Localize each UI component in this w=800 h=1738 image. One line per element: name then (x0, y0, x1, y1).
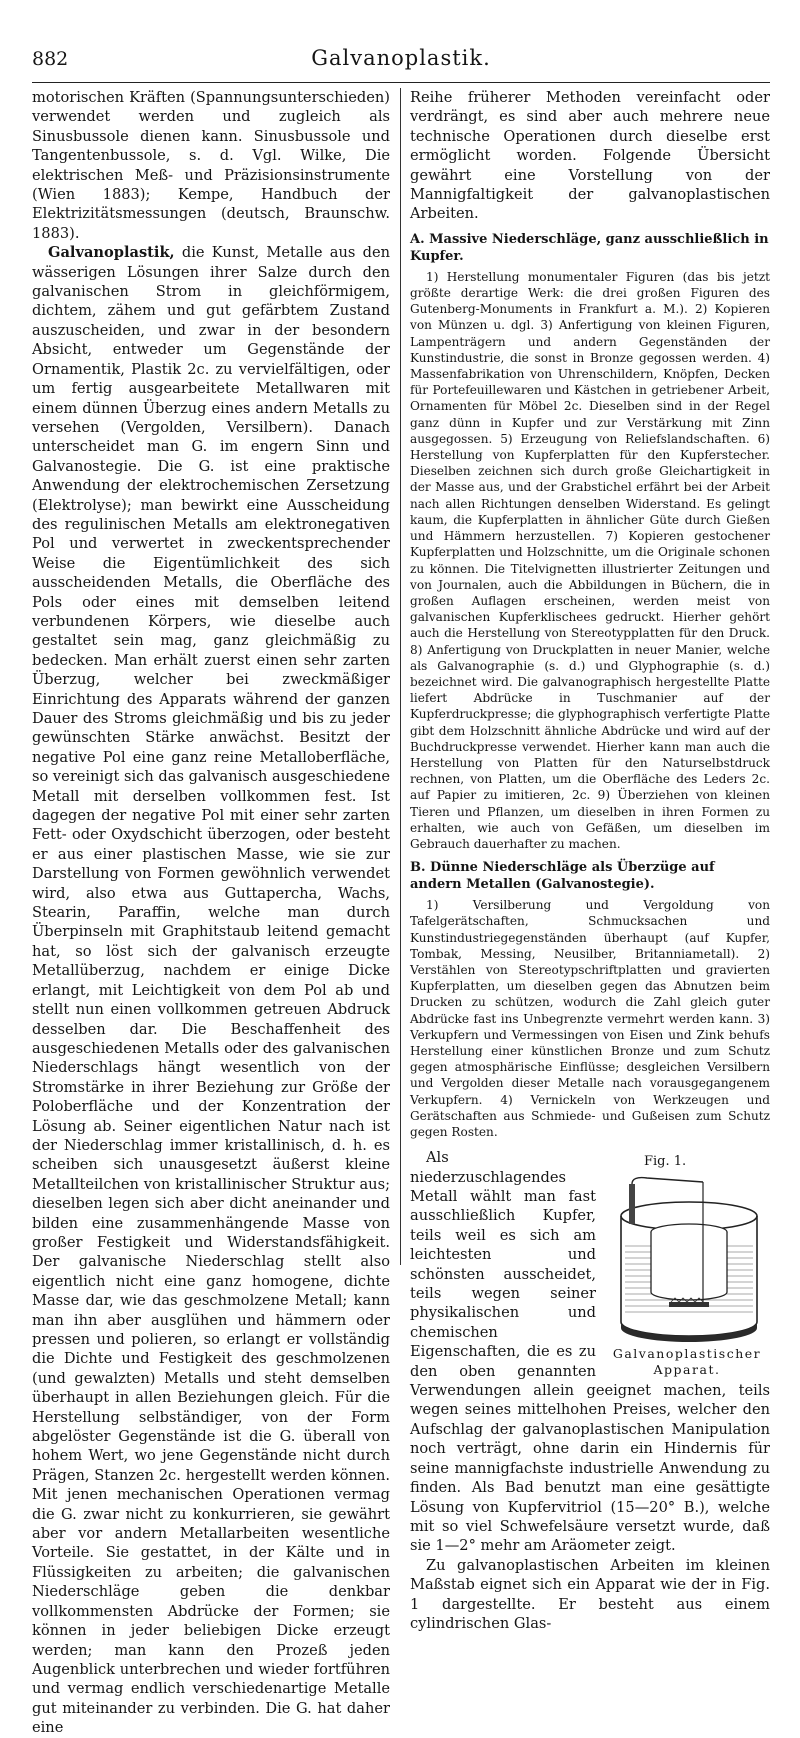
figure-label: Fig. 1. (644, 1154, 687, 1170)
figure-1 (604, 1152, 770, 1377)
column-rule (400, 88, 401, 1265)
entry-lemma: Galvanoplastik, (48, 244, 175, 262)
header-rule (32, 82, 770, 83)
section-a-heading: A. Massive Niederschläge, ganz ausschließlich in Kupfer. (410, 231, 769, 264)
section-a-text: 1) Herstellung monumentaler Figuren (das bis jetzt größte derartige Werk: die drei großen Figuren des Gutenberg-Monuments in Frankfurt a. M.). 2) Kopieren von Münzen u. dgl. 3) Anfertigung von kleinen Figuren, Lampenträgern und andern Gegenständen der Kunstindustrie, die sonst in Bronze gegossen werden. 4) Massenfabrikation von Uhrenschildern, Knöpfen, Decken für Portefeuillewaren und Kästchen in getriebener Arbeit, Ornamenten für Möbel 2c. Dieselben sind in der Regel ganz dünn in Kupfer und zur Verstärkung mit Zinn ausgegossen. 5) Erzeugung von Reliefslandschaften. 6) Herstellung von Kupferplatten für den Kupferstecher. Dieselben zeichnen sich durch große Gleichartigkeit in der Masse aus, und der Grabstichel erfährt bei der Arbeit nach allen Richtungen denselben Widerstand. Es gelingt kaum, die Kupferplatten in ähnlicher Güte durch Gießen und Hämmern herzustellen. 7) Kopieren gestochener Kupferplatten und Holzschnitte, um die Originale schonen zu können. Die Titelvignetten illustrierter Zeitungen und von Journalen, auch die Abbildungen in Büchern, die in großen Auflagen erscheinen, werden meist von galvanischen Kupferklischees gedruckt. Hierher gehört auch die Herstellung von Stereotypplatten für den Druck. 8) Anfertigung von Druckplatten in neuer Manier, welche als Galvanographie (s. d.) und Glyphographie (s. d.) bezeichnet wird. Die galvanographisch hergestellte Platte liefert Abdrücke in Tuschmanier auf der Kupferdruckpresse; die glyphographisch verfertigte Platte gibt dem Holzschnitt ähnliche Abdrücke und wird auf der Buchdruckpresse verwendet. Hierher kann man auch die Herstellung von Platten für den Naturselbstdruck rechnen, von Platten, um die Oberfläche des Leders 2c. auf Papier zu imitieren, 2c. 9) Überziehen von kleinen Tieren und Pflanzen, um dieselben in ihren Formen zu erhalten, wie auch von Gefäßen, um dieselben im Gebrauch dauerhafter zu machen. (410, 269, 770, 851)
galvanoplastic-apparatus-illustration (607, 1174, 767, 1344)
page-number: 882 (32, 48, 69, 70)
section-b-text: 1) Versilberung und Vergoldung von Tafelgerätschaften, Schmucksachen und Kunstindustriegegenständen überhaupt (auf Kupfer, Tombak, Messing, Neusilber, Britanniametall). 2) Verstählen von Stereotypschriftplatten und gravierten Kupferplatten, um dieselben gegen das Abnutzen beim Drucken zu schützen, wodurch die Zahl gleich guter Abdrücke fast ins Unbegrenzte vermehrt werden kann. 3) Verkupfern und Vermessingen von Eisen und Zink behufs Herstellung einer künstlichen Bronze und zum Schutz gegen atmosphärische Einflüsse; desgleichen Versilbern und Vergolden dieser Metalle nach vorausgegangenem Verkupfern. 4) Vernickeln von Werkzeugen und Gerätschaften aus Schmiede- und Gußeisen zum Schutz gegen Rosten. (410, 898, 770, 1139)
right-column (410, 88, 770, 1632)
figure-caption-line-2: Apparat. (653, 1361, 721, 1377)
left-column (32, 88, 390, 1737)
figure-caption (604, 1346, 770, 1378)
page-header (32, 44, 770, 76)
figure-caption-line-1: Galvanoplastischer (612, 1345, 762, 1361)
metal-choice-paragraph: Als niederzuschlagendes Metall wählt man fast ausschließlich Kupfer, teils weil es sich am leichtesten und schönsten ausscheidet, teils wegen seiner physikalischen und chemischen Eigenschaften, die es zu den oben genannten Verwendungen allein geeignet machen, teils wegen seines mittelhohen Preises, welcher den Aufschlag der galvanoplastischen Manipulation noch verträgt, ohne darin ein Hindernis für seine mannigfachste industrielle Anwendung zu finden. Als Bad benutzt man eine gesättigte Lösung von Kupfervitriol (15—20° B.), welche mit so viel Schwefelsäure versetzt wurde, daß sie 1—2° mehr am Aräometer zeigt. (410, 1149, 770, 1555)
right-intro-paragraph: Reihe früherer Methoden vereinfacht oder verdrängt, es sind aber auch mehrere neue technische Operationen durch dieselbe erst ermöglicht worden. Folgende Übersicht gewährt eine Vorstellung von der Mannigfaltigkeit der galvanoplastischen Arbeiten. (410, 89, 770, 223)
running-title: Galvanoplastik. (311, 46, 491, 70)
section-b-heading: B. Dünne Niederschläge als Überzüge auf andern Metallen (Galvanostegie). (410, 860, 715, 893)
apparatus-paragraph: Zu galvanoplastischen Arbeiten im kleinen Maßstab eignet sich ein Apparat wie der in Fig. 1 dargestellte. Er besteht aus einem cylindrischen Glas- (410, 1556, 770, 1632)
galvanoplastik-entry (32, 243, 390, 1737)
left-intro-paragraph: motorischen Kräften (Spannungsunterschieden) verwendet werden und zugleich als Sinusbussole dienen kann. Sinusbussole und Tangentenbussole, s. d. Vgl. Wilke, Die elektrischen Meß- und Präzisionsinstrumente (Wien 1883); Kempe, Handbuch der Elektrizitätsmessungen (deutsch, Braunschw. 1883). (32, 89, 390, 242)
entry-body: die Kunst, Metalle aus den wässerigen Lösungen ihrer Salze durch den galvanischen Strom in gleichförmigem, dichtem, zähem und gut gefärbtem Zustand auszuscheiden, und zwar in der besondern Absicht, entweder um Gegenstände der Ornamentik, Plastik 2c. zu vervielfältigen, oder um fertig ausgearbeitete Metallwaren mit einem dünnen Überzug eines andern Metalls zu versehen (Vergolden, Versilbern). Danach unterscheidet man G. im engern Sinn und Galvanostegie. Die G. ist eine praktische Anwendung der elektrochemischen Zersetzung (Elektrolyse); man bewirkt eine Ausscheidung des regulinischen Metalls am elektronegativen Pol und verwertet in zweckentsprechender Weise die Eigentümlichkeit des sich ausscheidenden Metalls, die Oberfläche des Pols oder eines mit demselben leitend verbundenen Körpers, wie dieselbe auch gestaltet sein mag, ganz gleichmäßig zu bedecken. Man erhält zuerst einen sehr zarten Überzug, welcher bei zweckmäßiger Einrichtung des Apparats während der ganzen Dauer des Stroms gleichmäßig und bis zu jeder gewünschten Stärke anwächst. Besitzt der negative Pol eine ganz reine Metalloberfläche, so vereinigt sich das galvanisch ausgeschiedene Metall mit derselben vollkommen fest. Ist dagegen der negative Pol mit einer sehr zarten Fett- oder Oxydschicht überzogen, oder besteht er aus einer plastischen Masse, wie sie zur Darstellung von Formen gewöhnlich verwendet wird, also etwa aus Guttapercha, Wachs, Stearin, Paraffin, welche man durch Überpinseln mit Graphitstaub leitend gemacht hat, so löst sich der galvanisch erzeugte Metallüberzug, nachdem er einige Dicke erlangt, mit Leichtigkeit von dem Pol ab und stellt nun einen vollkommen getreuen Abdruck desselben dar. Die Beschaffenheit des ausgeschiedenen Metalls oder des galvanischen Niederschlags hängt wesentlich von der Stromstärke in ihrer Beziehung zur Größe der Poloberfläche und der Konzentration der Lösung ab. Seiner eigentlichen Natur nach ist der Niederschlag immer kristallinisch, d. h. es scheiben sich unausgesetzt äußerst kleine Metallteilchen von kristallinischer Struktur aus; dieselben legen sich aber dicht aneinander und bilden eine zusammenhängende Masse von großer Festigkeit und Widerstandsfähigkeit. Der galvanische Niederschlag stellt also eigentlich nicht eine ganz homogene, dichte Masse dar, wie das geschmolzene Metall; kann man ihn aber ausglühen und hämmern oder pressen und polieren, so erlangt er vollständig die Dichte und Festigkeit des geschmolzenen (und gewalzten) Metalls und steht demselben überhaupt in allen Beziehungen gleich. Für die Herstellung selbständiger, von der Form abgelöster Gegenstände ist die G. überall von hohem Wert, wo jene Gegenstände nicht durch Prägen, Stanzen 2c. hergestellt werden können. Mit jenen mechanischen Operationen vermag die G. zwar nicht zu konkurrieren, sie gewährt aber vor andern Metallarbeiten wesentliche Vorteile. Sie gestattet, in der Kälte und in Flüssigkeiten zu arbeiten; die galvanischen Niederschläge geben die denkbar vollkommensten Abdrücke der Formen; sie können in jeder beliebigen Dicke erzeugt werden; man kann den Prozeß jeden Augenblick unterbrechen und wieder fortführen und vermag endlich verschiedenartige Metalle gut miteinander zu verbinden. Die G. hat daher eine (32, 244, 390, 1737)
